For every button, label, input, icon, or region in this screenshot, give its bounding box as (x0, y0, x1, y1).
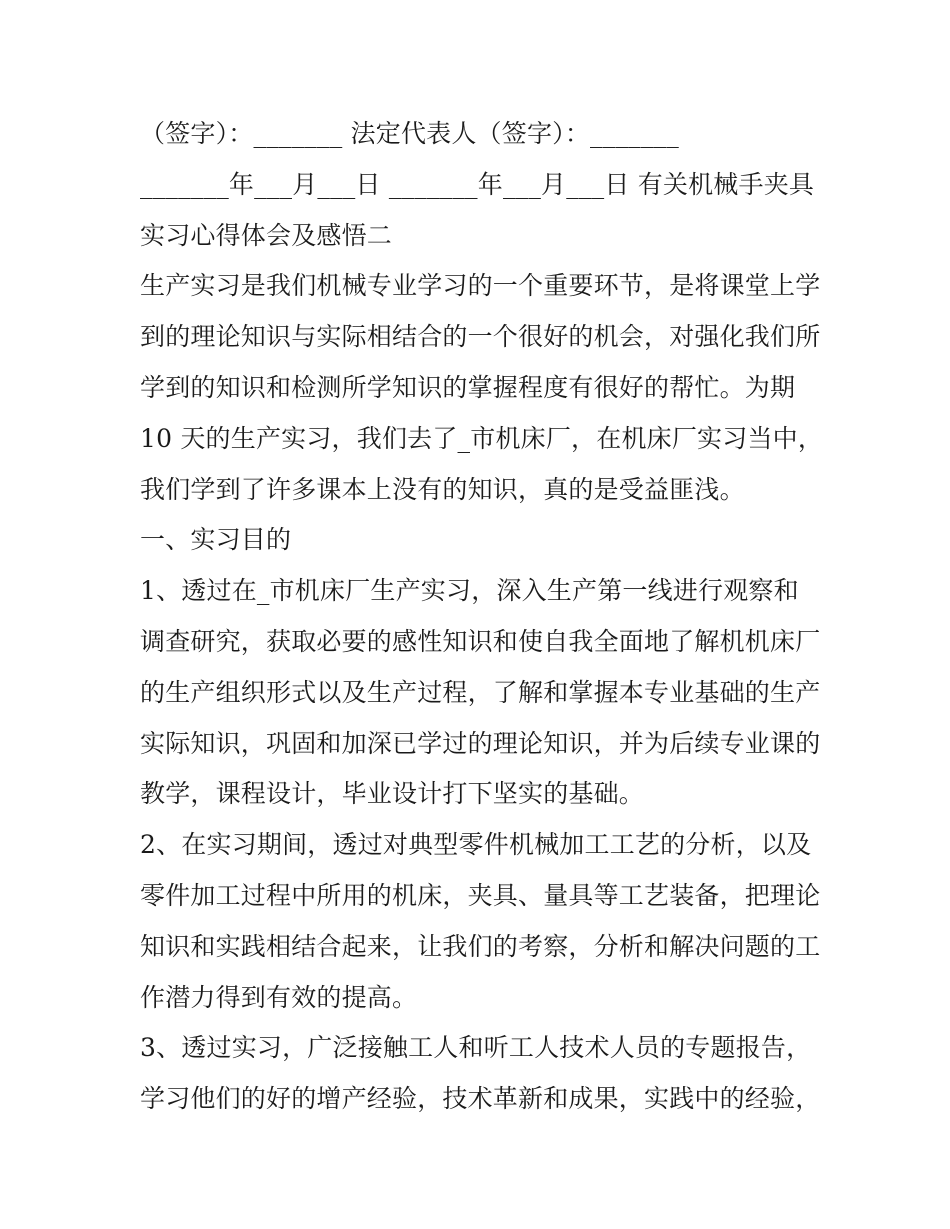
paragraph-line: 调查研究，获取必要的感性知识和使自我全面地了解机机床厂 (140, 626, 821, 656)
date-line: _______年___月___日 _______年___月___日 有关机械手夹具 (140, 169, 815, 199)
document-body (140, 109, 830, 1125)
paragraph-line: 10 天的生产实习，我们去了_市机床厂，在机床厂实习当中， (140, 423, 824, 453)
paragraph-line: 学到的知识和检测所学知识的掌握程度有很好的帮忙。为期 (140, 372, 796, 402)
paragraph-line: 到的理论知识与实际相结合的一个很好的机会，对强化我们所 (140, 322, 821, 352)
paragraph-line: 生产实习是我们机械专业学习的一个重要环节，是将课堂上学 (140, 271, 821, 301)
paragraph-line: 学习他们的好的增产经验，技术革新和成果，实践中的经验， (140, 1084, 821, 1114)
signature-line: （签字）：_______ 法定代表人（签字）：_______ (140, 119, 679, 148)
section-title: 实习心得体会及感悟二 (140, 220, 393, 250)
paragraph-line: 实际知识，巩固和加深已学过的理论知识，并为后续专业课的 (140, 728, 821, 758)
paragraph-line: 2、在实习期间，透过对典型零件机械加工工艺的分析，以及 (140, 830, 812, 860)
paragraph-line: 零件加工过程中所用的机床，夹具、量具等工艺装备，把理论 (140, 880, 821, 910)
paragraph-line: 知识和实践相结合起来，让我们的考察，分析和解决问题的工 (140, 931, 821, 961)
heading-objectives: 一、实习目的 (140, 525, 292, 555)
paragraph-line: 我们学到了许多课本上没有的知识，真的是受益匪浅。 (140, 474, 745, 504)
paragraph-line: 的生产组织形式以及生产过程，了解和掌握本专业基础的生产 (140, 677, 821, 707)
paragraph-line: 3、透过实习，广泛接触工人和听工人技术人员的专题报告， (140, 1033, 812, 1063)
paragraph-line: 教学，课程设计，毕业设计打下坚实的基础。 (140, 779, 645, 809)
paragraph-line: 1、透过在_市机床厂生产实习，深入生产第一线进行观察和 (140, 576, 799, 606)
paragraph-line: 作潜力得到有效的提高。 (140, 982, 418, 1012)
